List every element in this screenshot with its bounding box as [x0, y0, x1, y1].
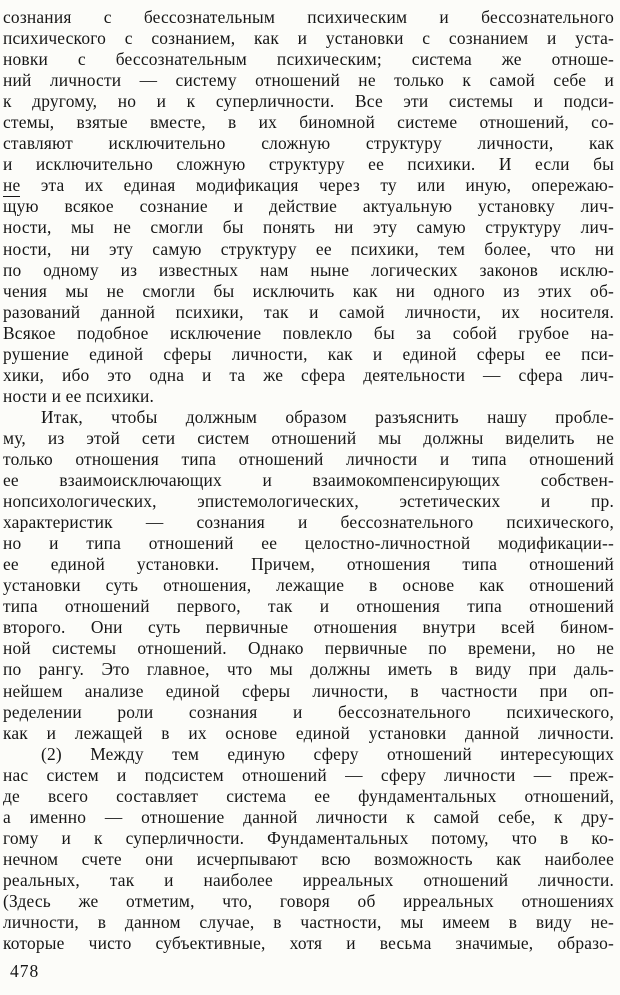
text-line: нечном счете они исчерпывают всю возможность как наиболее — [3, 848, 614, 869]
text-line: по рангу. Это главное, что мы должны иметь в виду при даль- — [3, 659, 614, 680]
text-line: ности, мы не смогли бы понять ни эту самую структуру лич- — [3, 217, 614, 238]
text-line: разований данной психики, так и самой личности, их носителя. — [3, 301, 614, 322]
text-line: нейшем анализе единой сферы личности, в частности при оп- — [3, 680, 614, 701]
text-line: ности, ни эту самую структуру ее психики, тем более, что ни — [3, 238, 614, 259]
page-number: 478 — [10, 961, 40, 981]
text-column — [3, 7, 614, 954]
text-line: гому и к суперличности. Фундаментальных потому, что в ко- — [3, 827, 614, 848]
text-line: Итак, чтобы должным образом разъяснить нашу пробле- — [41, 406, 614, 427]
text-line: новки с бессознательным психическим; система же отноше- — [3, 49, 614, 70]
text-line: щую всякое сознание и действие актуальную установку лич- — [3, 196, 614, 217]
text-line: второго. Они суть первичные отношения внутри всей бином- — [3, 617, 614, 638]
text-line: только отношения типа отношений личности и типа отношений — [3, 448, 614, 469]
text-line: сознания с бессознательным психическим и бессознательного — [3, 7, 614, 27]
text-line: и исключительно сложную структуру ее психики. И если бы — [3, 154, 614, 175]
text-line: нопсихологических, эпистемологических, эстетических и пр. — [3, 491, 614, 512]
text-line: реальных, так и наиболее ирреальных отношений личности. — [3, 869, 614, 890]
text-line: Всякое подобное исключение повлекло бы за собой грубое на- — [3, 322, 614, 343]
text-line: хики, ибо это одна и та же сфера деятельности — сфера лич- — [3, 364, 614, 385]
text-line: установки суть отношения, лежащие в основе как отношений — [3, 575, 614, 596]
text-line: к другому, но и к суперличности. Все эти системы и подси- — [3, 91, 614, 112]
text-line: ний личности — систему отношений не только к самой себе и — [3, 70, 614, 91]
text-line: ее взаимоисключающих и взаимокомпенсирующих собствен- — [3, 470, 614, 491]
text-line: (2) Между тем единую сферу отношений интересующих — [41, 743, 614, 764]
text-line: чения мы не смогли бы исключить как ни одного из этих об- — [3, 280, 614, 301]
text-line: психического с сознанием, как и установки с сознанием и уста- — [3, 28, 614, 49]
text-line: ставляют исключительно сложную структуру личности, как — [3, 133, 614, 154]
text-line: де всего составляет система ее фундаментальных отношений, — [3, 785, 614, 806]
underlined-word: не — [3, 175, 21, 196]
text-line: не эта их единая модификация через ту или иную, опережаю- — [3, 175, 614, 196]
text-line: ной системы отношений. Однако первичные по времени, но не — [3, 638, 614, 659]
text-line: личности, в данном случае, в частности, мы имеем в виду не- — [3, 912, 614, 933]
text-line: (Здесь же отметим, что, говоря об ирреальных отношениях — [3, 890, 614, 911]
text-line: а именно — отношение данной личности к самой себе, к дру- — [3, 806, 614, 827]
text-line: типа отношений первого, так и отношения типа отношений — [3, 596, 614, 617]
text-line: которые чисто субъективные, хотя и весьма значимые, образо- — [3, 933, 614, 954]
text-line: как и лежащей в их основе единой установки данной личности. — [3, 722, 614, 743]
text-line: му, из этой сети систем отношений мы должны виделить не — [3, 427, 614, 448]
text-line: ности и ее психики. — [3, 385, 155, 406]
text-line: но и типа отношений ее целостно-личностной модификации-- — [3, 533, 614, 554]
text-line: нас систем и подсистем отношений — сферу личности — преж- — [3, 764, 614, 785]
text-line: характеристик — сознания и бессознательного психического, — [3, 512, 614, 533]
text-line: по одному из известных нам ныне логических законов исклю- — [3, 259, 614, 280]
text-line: ее единой установки. Причем, отношения типа отношений — [3, 554, 614, 575]
text-line: стемы, взятые вместе, в их биномной системе отношений, со- — [3, 112, 614, 133]
text-line: рушение единой сферы личности, как и единой сферы ее пси- — [3, 343, 614, 364]
text-line: ределении роли сознания и бессознательного психического, — [3, 701, 614, 722]
